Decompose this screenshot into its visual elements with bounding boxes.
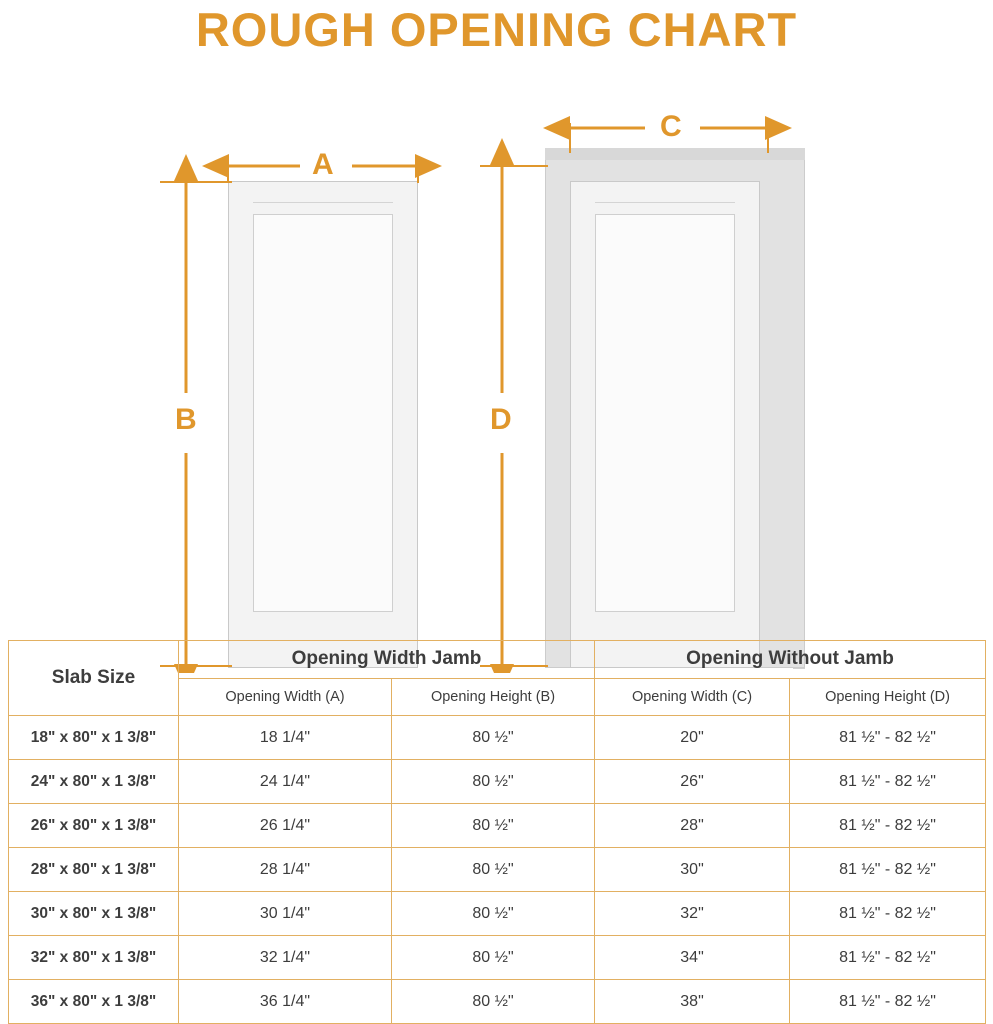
cell-opening-height-b: 80 ½" (392, 804, 595, 848)
cell-opening-height-b: 80 ½" (392, 716, 595, 760)
cell-opening-width-a: 32 1/4" (179, 936, 392, 980)
cell-opening-height-b: 80 ½" (392, 936, 595, 980)
table-row (9, 804, 986, 848)
cell-opening-height-d: 81 ½" - 82 ½" (790, 848, 986, 892)
rough-opening-table-wrap (8, 640, 985, 1024)
cell-opening-height-d: 81 ½" - 82 ½" (790, 760, 986, 804)
cell-opening-width-c: 30" (595, 848, 790, 892)
jamb-head-cap (545, 148, 805, 160)
door-with-jamb-figure (570, 181, 760, 668)
cell-slab-size: 36" x 80" x 1 3/8" (9, 980, 179, 1024)
cell-opening-width-a: 26 1/4" (179, 804, 392, 848)
diagram-area (0, 53, 993, 623)
slab-panel (253, 214, 393, 612)
rough-opening-table (8, 640, 986, 1024)
dimension-label-c: C (660, 110, 682, 143)
dimension-arrows (0, 53, 993, 673)
dimension-label-a: A (312, 148, 334, 181)
cell-opening-width-c: 20" (595, 716, 790, 760)
cell-slab-size: 18" x 80" x 1 3/8" (9, 716, 179, 760)
cell-opening-width-c: 32" (595, 892, 790, 936)
cell-opening-height-d: 81 ½" - 82 ½" (790, 936, 986, 980)
table-row (9, 892, 986, 936)
cell-slab-size: 30" x 80" x 1 3/8" (9, 892, 179, 936)
cell-opening-height-b: 80 ½" (392, 980, 595, 1024)
table-header-group-row (9, 641, 986, 679)
cell-opening-height-d: 81 ½" - 82 ½" (790, 980, 986, 1024)
cell-opening-width-c: 38" (595, 980, 790, 1024)
cell-opening-height-b: 80 ½" (392, 892, 595, 936)
cell-opening-height-d: 81 ½" - 82 ½" (790, 804, 986, 848)
slab-top-rail (253, 202, 393, 203)
cell-opening-width-a: 36 1/4" (179, 980, 392, 1024)
slab2-top-rail (595, 202, 735, 203)
cell-slab-size: 28" x 80" x 1 3/8" (9, 848, 179, 892)
cell-slab-size: 24" x 80" x 1 3/8" (9, 760, 179, 804)
header-opening-without-jamb: Opening Without Jamb (595, 641, 986, 679)
header-opening-width-c: Opening Width (C) (595, 678, 790, 716)
cell-slab-size: 26" x 80" x 1 3/8" (9, 804, 179, 848)
cell-opening-width-a: 18 1/4" (179, 716, 392, 760)
slab2-panel (595, 214, 735, 612)
cell-opening-width-a: 24 1/4" (179, 760, 392, 804)
cell-opening-width-a: 30 1/4" (179, 892, 392, 936)
table-row (9, 760, 986, 804)
table-row (9, 848, 986, 892)
table-row (9, 936, 986, 980)
header-opening-height-d: Opening Height (D) (790, 678, 986, 716)
header-slab-size: Slab Size (9, 641, 179, 716)
table-row (9, 716, 986, 760)
header-opening-width-a: Opening Width (A) (179, 678, 392, 716)
page-title: ROUGH OPENING CHART (195, 3, 798, 56)
cell-opening-width-a: 28 1/4" (179, 848, 392, 892)
cell-opening-height-b: 80 ½" (392, 848, 595, 892)
dimension-label-d: D (490, 403, 512, 436)
dimension-label-b: B (175, 403, 197, 436)
cell-opening-width-c: 28" (595, 804, 790, 848)
door-slab-figure (228, 181, 418, 668)
cell-slab-size: 32" x 80" x 1 3/8" (9, 936, 179, 980)
cell-opening-width-c: 34" (595, 936, 790, 980)
header-opening-height-b: Opening Height (B) (392, 678, 595, 716)
cell-opening-height-b: 80 ½" (392, 760, 595, 804)
cell-opening-width-c: 26" (595, 760, 790, 804)
header-opening-width-jamb: Opening Width Jamb (179, 641, 595, 679)
cell-opening-height-d: 81 ½" - 82 ½" (790, 716, 986, 760)
table-row (9, 980, 986, 1024)
cell-opening-height-d: 81 ½" - 82 ½" (790, 892, 986, 936)
